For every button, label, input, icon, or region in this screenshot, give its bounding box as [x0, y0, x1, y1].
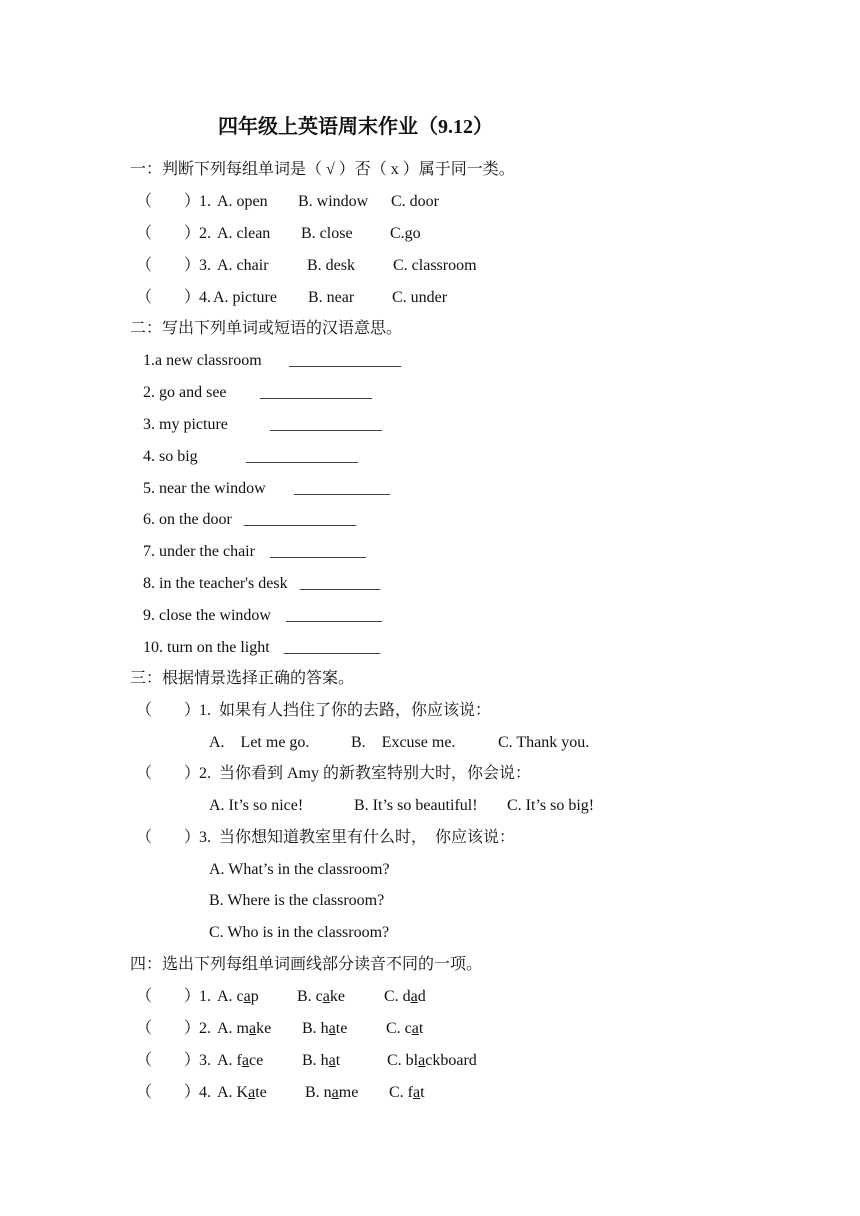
question-stem: 3. 当你想知道教室里有什么时， 你应该说： — [199, 829, 516, 846]
answer-bracket: （ ） — [136, 765, 201, 782]
item-number: 4. — [199, 289, 211, 306]
answer-blank[interactable]: ______________ — [289, 352, 401, 369]
option-a: A. Let me go. — [209, 734, 310, 751]
phrase: 6. on the door — [143, 511, 232, 528]
section-3-heading: 三：根据情景选择正确的答案。 — [130, 670, 355, 687]
item-number: 3. — [199, 257, 215, 274]
answer-bracket: （ ） — [136, 289, 201, 306]
option-a: A. open — [217, 193, 268, 210]
question-stem: 1. 如果有人挡住了你的去路，你应该说： — [199, 702, 492, 719]
item-number: 1. — [199, 988, 215, 1005]
option-c: C. under — [392, 289, 448, 306]
answer-blank[interactable]: ____________ — [284, 639, 380, 656]
section-4-heading: 四：选出下列每组单词画线部分读音不同的一项。 — [130, 956, 483, 973]
answer-blank[interactable]: ______________ — [270, 416, 382, 433]
answer-blank[interactable]: ____________ — [270, 543, 366, 560]
option-a: A. cap — [217, 988, 259, 1005]
phrase: 3. my picture — [143, 416, 228, 433]
item-number: 2. — [199, 1020, 215, 1037]
option-c: C. door — [391, 193, 439, 210]
option-a: A. Kate — [217, 1084, 267, 1101]
option-b: B. near — [308, 289, 355, 306]
answer-bracket: （ ） — [136, 225, 201, 242]
option-c: C.go — [390, 225, 421, 242]
option-c: C. classroom — [393, 257, 477, 274]
option-c: C. Who is in the classroom? — [209, 924, 390, 941]
option-a: A. What’s in the classroom? — [209, 861, 390, 878]
option-c: C. It’s so big! — [507, 797, 595, 814]
phrase: 9. close the window — [143, 607, 271, 624]
question-stem: 2. 当你看到 Amy 的新教室特别大时，你会说： — [199, 765, 532, 782]
option-b: B. cake — [297, 988, 345, 1005]
phrase: 4. so big — [143, 448, 198, 465]
option-a: A. It’s so nice! — [209, 797, 304, 814]
section-2-heading: 二：写出下列单词或短语的汉语意思。 — [130, 320, 403, 337]
option-a: A. clean — [217, 225, 271, 242]
option-b: B. desk — [307, 257, 355, 274]
phrase: 5. near the window — [143, 480, 266, 497]
option-a: A. face — [217, 1052, 264, 1069]
option-a: A. picture — [213, 289, 277, 306]
page-title: 四年级上英语周末作业（9.12） — [218, 116, 493, 138]
answer-bracket: （ ） — [136, 193, 201, 210]
option-b: B. It’s so beautiful! — [354, 797, 478, 814]
answer-blank[interactable]: ______________ — [260, 384, 372, 401]
answer-blank[interactable]: ____________ — [294, 480, 390, 497]
option-b: B. hate — [302, 1020, 348, 1037]
item-number: 2. — [199, 225, 215, 242]
answer-blank[interactable]: __________ — [300, 575, 380, 592]
answer-blank[interactable]: ______________ — [244, 511, 356, 528]
option-a: A. chair — [217, 257, 269, 274]
option-c: C. fat — [389, 1084, 425, 1101]
phrase: 10. turn on the light — [143, 639, 270, 656]
answer-blank[interactable]: ____________ — [286, 607, 382, 624]
phrase: 1.a new classroom — [143, 352, 262, 369]
phrase: 2. go and see — [143, 384, 227, 401]
option-c: C. cat — [386, 1020, 424, 1037]
option-b: B. window — [298, 193, 369, 210]
option-b: B. name — [305, 1084, 359, 1101]
option-c: C. dad — [384, 988, 426, 1005]
item-number: 4. — [199, 1084, 215, 1101]
option-b: B. hat — [302, 1052, 341, 1069]
answer-bracket: （ ） — [136, 1052, 201, 1069]
option-b: B. close — [301, 225, 353, 242]
item-number: 3. — [199, 1052, 215, 1069]
option-c: C. blackboard — [387, 1052, 477, 1069]
answer-bracket: （ ） — [136, 702, 201, 719]
section-1-heading: 一：判断下列每组单词是（ √ ）否（ x ）属于同一类。 — [130, 161, 515, 178]
option-b: B. Excuse me. — [351, 734, 456, 751]
answer-bracket: （ ） — [136, 257, 201, 274]
option-b: B. Where is the classroom? — [209, 892, 385, 909]
answer-blank[interactable]: ______________ — [246, 448, 358, 465]
option-c: C. Thank you. — [498, 734, 590, 751]
phrase: 7. under the chair — [143, 543, 255, 560]
answer-bracket: （ ） — [136, 1084, 201, 1101]
option-a: A. make — [217, 1020, 272, 1037]
item-number: 1. — [199, 193, 215, 210]
phrase: 8. in the teacher's desk — [143, 575, 288, 592]
answer-bracket: （ ） — [136, 829, 201, 846]
answer-bracket: （ ） — [136, 988, 201, 1005]
answer-bracket: （ ） — [136, 1020, 201, 1037]
